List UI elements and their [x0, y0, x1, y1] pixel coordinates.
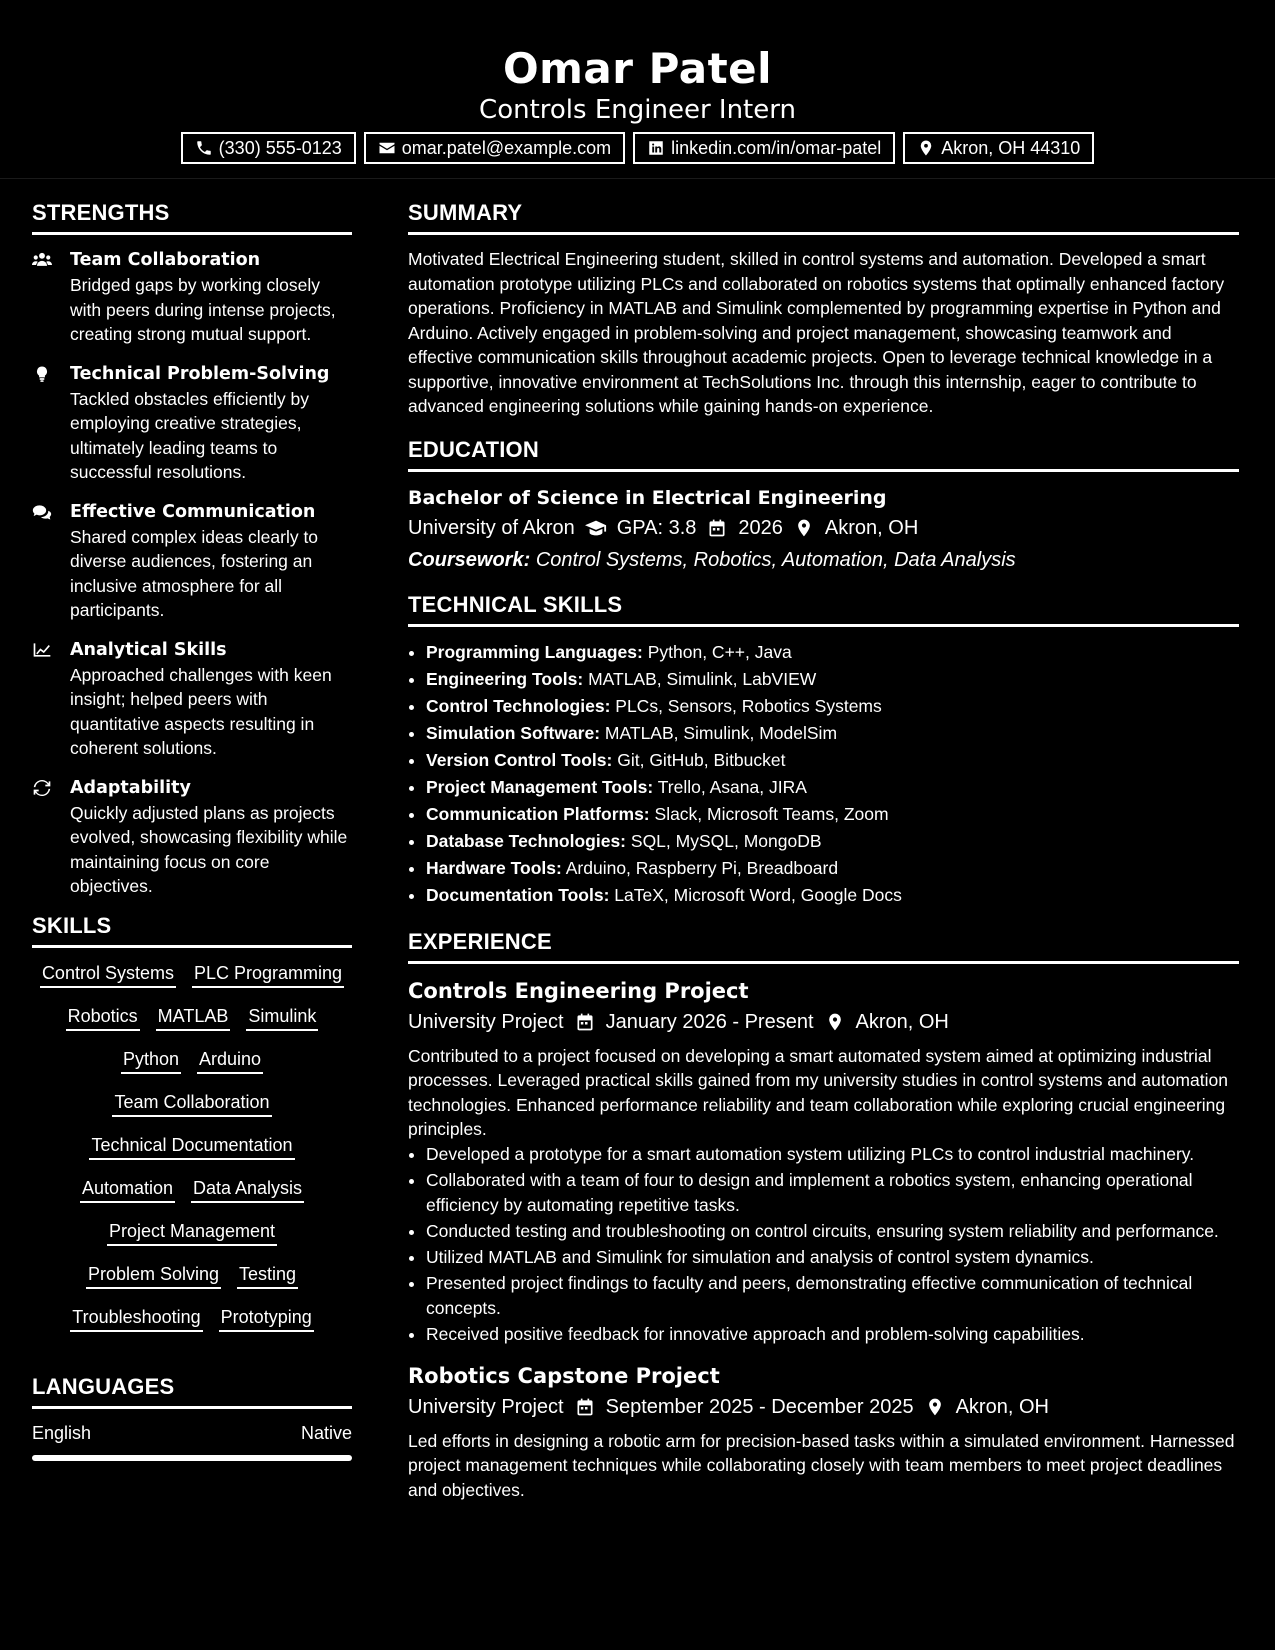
- linkedin-icon: [647, 139, 665, 157]
- map-pin-icon: [824, 1012, 846, 1032]
- contact-linkedin-text: linkedin.com/in/omar-patel: [671, 137, 882, 158]
- left-column: [32, 200, 352, 1461]
- list-item: [426, 774, 1239, 801]
- skill-tag: MATLAB: [156, 1003, 231, 1031]
- list-item: [426, 801, 1239, 828]
- list-item: • Utilized MATLAB and Simulink for simulation and analysis of control system dynamics.: [426, 1245, 1239, 1270]
- experience-bullets: [408, 1142, 1239, 1347]
- experience-desc: Led efforts in designing a robotic arm for precision-based tasks within a simulated environment. Harnessed project management techniques while collaborating closely with team members to meet project deadlines and objectives.: [408, 1430, 1235, 1500]
- tech-skill-label: Simulation Software:: [426, 722, 601, 743]
- strength-title: Adaptability: [70, 777, 191, 798]
- experience-dates: January 2026 - Present: [605, 1010, 814, 1033]
- skill-tag: Technical Documentation: [89, 1132, 294, 1160]
- strength-title: Effective Communication: [70, 501, 316, 522]
- tech-skill-label: Hardware Tools:: [426, 857, 562, 878]
- strength-desc: Approached challenges with keen insight; helped peers with quantitative aspects resulting in coherent solutions.: [70, 664, 332, 758]
- experience-title: Robotics Capstone Project: [408, 1363, 720, 1388]
- experience-location: Akron, OH: [855, 1010, 949, 1033]
- experience-org: University Project: [408, 1010, 564, 1033]
- summary-text: Motivated Electrical Engineering student, skilled in control systems and automation. Developed a smart automation prototype utilizing PLCs and collaborated on robotics systems that optimally enhanced factory operations. Proficiency in MATLAB and Simulink complemented by programming expertise in Python and Arduino. Actively engaged in problem-solving and project management, showcasing teamwork and effective communication skills throughout academic projects. Open to leverage technical knowledge in a supportive, innovative environment at TechSolutions Inc. through this internship, eager to contribute to advanced engineering solutions while gaining hands-on experience.: [408, 249, 1225, 416]
- education-meta: [408, 512, 1239, 544]
- list-item: • Presented project findings to faculty and peers, demonstrating effective communication of technical concepts.: [426, 1271, 1239, 1321]
- envelope-icon: [378, 139, 396, 157]
- skills-row: [32, 1218, 352, 1246]
- tech-skill-value: PLCs, Sensors, Robotics Systems: [615, 695, 882, 716]
- strengths-heading: STRENGTHS: [32, 200, 352, 235]
- users-icon: [32, 251, 52, 269]
- experience-title: Controls Engineering Project: [408, 978, 749, 1003]
- calendar-icon: [574, 1012, 596, 1032]
- skills-row: [32, 1003, 352, 1031]
- list-item: [426, 747, 1239, 774]
- technical-skills-heading: TECHNICAL SKILLS: [408, 592, 1239, 627]
- tech-skill-label: Project Management Tools:: [426, 776, 654, 797]
- candidate-name: Omar Patel: [502, 44, 773, 93]
- tech-skill-value: Python, C++, Java: [647, 641, 792, 662]
- skill-tag: Troubleshooting: [70, 1304, 202, 1332]
- tech-skill-label: Communication Platforms:: [426, 803, 650, 824]
- contact-phone[interactable]: [181, 132, 356, 164]
- skill-tag: Simulink: [246, 1003, 318, 1031]
- tech-skill-label: Programming Languages:: [426, 641, 643, 662]
- strength-item: [32, 247, 352, 347]
- strength-title: Technical Problem-Solving: [70, 363, 330, 384]
- tech-skill-value: SQL, MySQL, MongoDB: [630, 830, 822, 851]
- contact-location: [903, 132, 1094, 164]
- comments-icon: [32, 503, 52, 521]
- strength-item: [32, 499, 352, 623]
- education-location: Akron, OH: [824, 516, 919, 539]
- tech-skill-label: Control Technologies:: [426, 695, 611, 716]
- strength-desc: Bridged gaps by working closely with peers during intense projects, creating strong mutual support.: [70, 275, 336, 344]
- resume-header: [0, 0, 1275, 179]
- chart-line-icon: [32, 641, 52, 659]
- lightbulb-icon: [32, 365, 52, 383]
- contact-email[interactable]: [364, 132, 625, 164]
- graduation-cap-icon: [585, 518, 607, 538]
- skill-tag: Data Analysis: [191, 1175, 304, 1203]
- strength-item: [32, 361, 352, 485]
- education-gpa: GPA: 3.8: [616, 516, 697, 539]
- list-item: [426, 639, 1239, 666]
- language-name: English: [32, 1422, 92, 1443]
- skills-row: [32, 960, 352, 988]
- skill-tag: Testing: [237, 1261, 298, 1289]
- tech-skill-value: Slack, Microsoft Teams, Zoom: [654, 803, 889, 824]
- tech-skill-value: LaTeX, Microsoft Word, Google Docs: [614, 884, 902, 905]
- list-item: [426, 828, 1239, 855]
- summary-heading: SUMMARY: [408, 200, 1239, 235]
- skills-heading: SKILLS: [32, 913, 352, 948]
- strength-item: [32, 775, 352, 899]
- sync-icon: [32, 779, 52, 797]
- tech-skill-label: Documentation Tools:: [426, 884, 610, 905]
- experience-heading: EXPERIENCE: [408, 929, 1239, 964]
- experience-meta: [408, 1391, 1239, 1423]
- tech-skill-value: Git, GitHub, Bitbucket: [617, 749, 786, 770]
- map-pin-icon: [917, 139, 935, 157]
- strength-title: Team Collaboration: [70, 250, 261, 270]
- skill-tag: Automation: [80, 1175, 175, 1203]
- education-year: 2026: [738, 516, 783, 539]
- technical-skills-list: [408, 639, 1239, 909]
- languages-heading: LANGUAGES: [32, 1374, 352, 1409]
- strength-item: [32, 637, 352, 761]
- skills-row: [32, 1132, 352, 1160]
- right-column: [408, 200, 1239, 1502]
- contact-linkedin[interactable]: [633, 132, 895, 164]
- skill-tag: PLC Programming: [192, 960, 344, 988]
- tech-skill-label: Database Technologies:: [426, 830, 627, 851]
- skill-tag: Robotics: [66, 1003, 140, 1031]
- map-pin-icon: [793, 518, 815, 538]
- skill-tag: Python: [121, 1046, 181, 1074]
- tech-skill-label: Engineering Tools:: [426, 668, 584, 689]
- list-item: • Conducted testing and troubleshooting on control circuits, ensuring system reliability and performance.: [426, 1219, 1239, 1244]
- experience-location: Akron, OH: [955, 1395, 1049, 1418]
- experience-item: [408, 1361, 1239, 1503]
- calendar-icon: [706, 518, 728, 538]
- skills-row: [32, 1089, 352, 1117]
- experience-meta: [408, 1006, 1239, 1038]
- list-item: [426, 882, 1239, 909]
- contact-location-text: Akron, OH 44310: [941, 137, 1081, 158]
- skill-tag: Project Management: [107, 1218, 277, 1246]
- candidate-title: Controls Engineer Intern: [479, 95, 796, 125]
- skill-tag: Control Systems: [40, 960, 176, 988]
- strength-desc: Shared complex ideas clearly to diverse audiences, fostering an inclusive atmosphere for all participants.: [70, 526, 319, 620]
- tech-skill-label: Version Control Tools:: [426, 749, 613, 770]
- strength-desc: Tackled obstacles efficiently by employing creative strategies, ultimately leading teams to successful resolutions.: [70, 388, 309, 482]
- education-coursework: [408, 544, 1239, 576]
- skills-row: [32, 1261, 352, 1289]
- tech-skill-value: MATLAB, Simulink, LabVIEW: [588, 668, 817, 689]
- contact-email-text: omar.patel@example.com: [401, 137, 612, 158]
- language-row: [32, 1421, 352, 1445]
- skill-tag: Prototyping: [219, 1304, 314, 1332]
- language-proficiency-bar: [32, 1455, 352, 1461]
- contact-bar: [0, 132, 1275, 164]
- coursework-label: Coursework:: [408, 548, 531, 571]
- education-degree: Bachelor of Science in Electrical Engineering: [408, 486, 887, 509]
- skill-tag: Team Collaboration: [112, 1089, 271, 1117]
- list-item: • Collaborated with a team of four to design and implement a robotics system, enhancing operational efficiency by automating repetitive tasks.: [426, 1168, 1239, 1218]
- education-school: University of Akron: [408, 516, 575, 539]
- calendar-icon: [574, 1397, 596, 1417]
- strength-title: Analytical Skills: [70, 639, 227, 660]
- map-pin-icon: [924, 1397, 946, 1417]
- tech-skill-value: MATLAB, Simulink, ModelSim: [604, 722, 838, 743]
- skill-tag: Arduino: [197, 1046, 263, 1074]
- skills-cloud: [32, 960, 352, 1332]
- list-item: • Developed a prototype for a smart automation system utilizing PLCs to control industrial machinery.: [426, 1142, 1239, 1167]
- list-item: [426, 693, 1239, 720]
- coursework-list: Control Systems, Robotics, Automation, Data Analysis: [535, 548, 1016, 571]
- experience-desc: Contributed to a project focused on developing a smart automated system aimed at optimizing industrial processes. Leveraged practical skills gained from my university studies in control systems and automation technologies. Enhanced performance reliability and team collaboration while exploring crucial engineering principles.: [408, 1045, 1228, 1139]
- phone-icon: [195, 139, 213, 157]
- list-item: • Received positive feedback for innovative approach and problem-solving capabilities.: [426, 1322, 1239, 1347]
- strength-desc: Quickly adjusted plans as projects evolved, showcasing flexibility while maintaining focus on core objectives.: [70, 802, 348, 896]
- list-item: [426, 855, 1239, 882]
- education-heading: EDUCATION: [408, 437, 1239, 472]
- skill-tag: Problem Solving: [86, 1261, 221, 1289]
- list-item: [426, 720, 1239, 747]
- language-level: Native: [300, 1422, 352, 1443]
- experience-org: University Project: [408, 1395, 564, 1418]
- contact-phone-text: (330) 555-0123: [218, 137, 342, 158]
- skills-row: [32, 1175, 352, 1203]
- tech-skill-value: Arduino, Raspberry Pi, Breadboard: [565, 857, 839, 878]
- list-item: [426, 666, 1239, 693]
- experience-dates: September 2025 - December 2025: [605, 1395, 914, 1418]
- skills-row: [32, 1046, 352, 1074]
- tech-skill-value: Trello, Asana, JIRA: [657, 776, 807, 797]
- experience-item: [408, 976, 1239, 1347]
- skills-row: [32, 1304, 352, 1332]
